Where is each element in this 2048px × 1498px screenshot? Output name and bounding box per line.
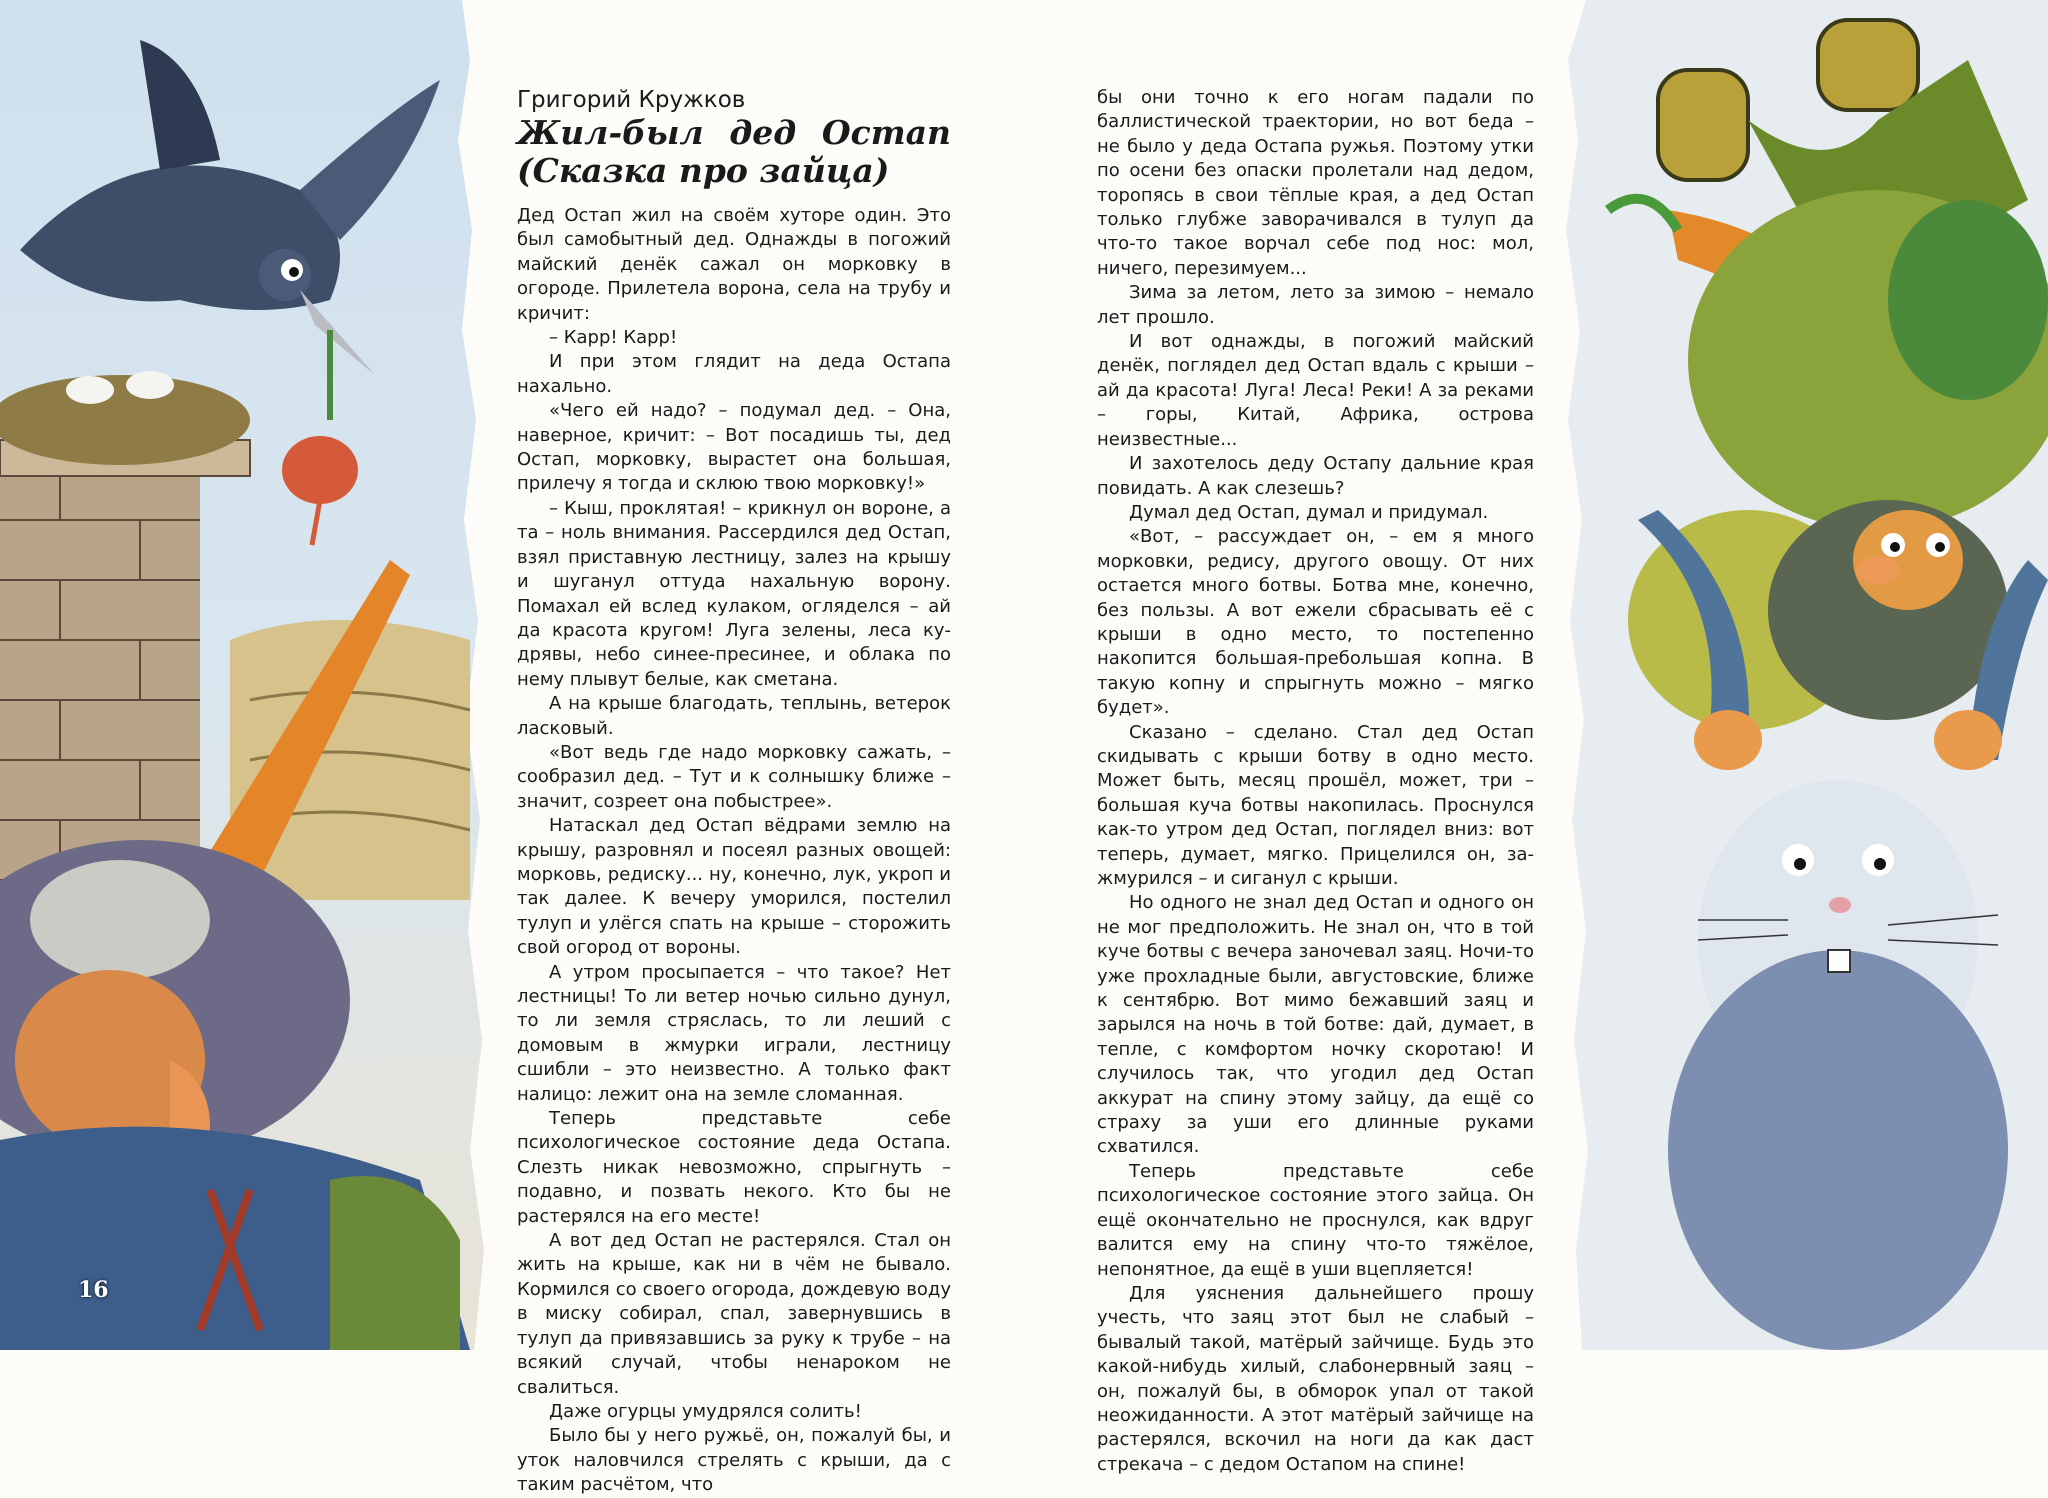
illustration-left	[0, 0, 500, 1350]
paragraph: Но одного не знал дед Остап и одного он не мог предположить. Не знал он, что в той куче ботвы с вечера заночевал заяц. Ночи-то уже прохладные были, августовские, ближе к сентябрю. Вот мимо бежавший заяц и зарылся на ночь в той ботве: дай, думает, в тепле, с комфортом ночку скоротаю! И случилось так, что угодил дед Остап аккурат на спину этому зайцу, да ещё со страху за уши его длинные руками схватился.	[1097, 892, 1534, 1158]
paragraph: – Кыш, проклятая! – крикнул он вороне, а та – ноль внимания. Рассердился дед Остап, взял приставную лестницу, залез на крышу и шуганул оттуда нахальную ворону. Помахал ей вслед кулаком, огляделся – ай да красота кругом! Луга зелены, леса кудрявы, небо синее-пресинее, и облака по нему плывут белые, как сметана.	[517, 497, 951, 690]
paragraph: А вот дед Остап не растерялся. Стал он жить на крыше, как ни в чём не бывало. Кормился со своего огорода, дождевую воду в миску собирал, спал, завернувшись в тулуп да привязавшись за руку к трубе – на всякий случай, чтобы ненароком не свалиться.	[517, 1230, 951, 1398]
paragraph: Натаскал дед Остап вёдрами землю на крышу, разровнял и посеял разных овощей: морковь, редиску... ну, конечно, лук, укроп и так далее. К вечеру уморился, постелил тулуп и улёгся спать на крыше – сторожить свой огород от вороны.	[517, 815, 951, 959]
text-column-right	[1097, 86, 1534, 1477]
paragraph: «Чего ей надо? – подумал дед. – Она, наверное, кричит: – Вот посадишь ты, дед Остап, морковку, вырастет она большая, прилечу я тогда и склюю твою морковку!»	[517, 400, 951, 495]
paragraph: – Карр! Карр!	[549, 327, 678, 349]
paragraph: Даже огурцы умудрялся солить!	[549, 1400, 862, 1422]
paragraph: Сказано – сделано. Стал дед Остап скидывать с крыши ботву в одно место. Может быть, месяц прошёл, может, три – большая куча ботвы накопилась. Проснулся как-то утром дед Остап, поглядел вниз: вот теперь, думает, мягко. Прицелился он, зажмурился – и сиганул с крыши.	[1097, 721, 1534, 889]
paragraph: И при этом глядит на деда Остапа нахально.	[517, 351, 951, 397]
paragraph: А утром просыпается – что такое? Нет лестницы! То ли ветер ночью сильно дунул, то ли земля стряслась, то ли леший с домовым в жмурки играли, лестницу сшибли – это неизвестно. А только факт налицо: лежит она на земле сломанная.	[517, 961, 951, 1105]
paragraph: И захотелось деду Остапу дальние края повидать. А как слезешь?	[1097, 453, 1534, 499]
paragraph: Было бы у него ружьё, он, пожалуй бы, и уток наловчился стрелять с крыши, да с таким расчётом, что	[517, 1425, 951, 1496]
illustration-right	[1548, 0, 2048, 1350]
paragraph: И вот однажды, в погожий майский денёк, поглядел дед Остап вдаль с крыши – ай да красота! Луга! Леса! Реки! А за реками – горы, Китай, Африка, острова неизвестные...	[1097, 331, 1534, 450]
author-name: Григорий Кружков	[517, 87, 746, 113]
paragraph: А на крыше благодать, теплынь, ветерок ласковый.	[517, 693, 951, 739]
story-title: Жил-был дед Остап (Сказка про зайца)	[517, 113, 951, 190]
paragraph: бы они точно к его ногам падали по баллистической траектории, но вот беда – не было у деда Остапа ружья. Поэтому утки по осени без опаски пролетали над дедом, торопясь в свои тёплые края, а дед Остап только глубже заворачивался в тулуп да что-то такое ворчал себе под нос: мол, ничего, перезимуем...	[1097, 87, 1534, 279]
paragraph: Дед Остап жил на своём хуторе один. Это был самобытный дед. Однажды в погожий майский денёк сажал он морковку в огороде. Прилетела ворона, села на трубу и кричит:	[517, 205, 951, 324]
paragraph: «Вот ведь где надо морковку сажать, – сообразил дед. – Тут и к солнышку ближе – значит, созреет она побыстрее».	[517, 741, 951, 812]
paragraph: «Вот, – рассуждает он, – ем я много морковки, редису, другого овощу. От них остается много ботвы. Ботва мне, конечно, без пользы. А вот ежели сбрасывать её с крыши в одно место, то постепенно накопится большая-пребольшая копна. В такую копну и спрыгнуть можно – мягко будет».	[1097, 526, 1534, 719]
paragraph: Теперь представьте себе психологическое состояние деда Остапа. Слезть никак невозможно, спрыгнуть – подавно, и позвать некого. Кто бы не растерялся на его месте!	[517, 1108, 951, 1227]
paragraph: Для уяснения дальнейшего прошу учесть, что заяц этот был не слабый – бывалый такой, матёрый зайчище. Будь это какой-нибудь хилый, слабонервный заяц – он, пожалуй бы, в обморок упал от такой неожиданности. А этот матёрый зайчище на растерялся, вскочил на ноги да как даст стрекача – с дедом Остапом на спине!	[1097, 1282, 1534, 1475]
paragraph: Думал дед Остап, думал и придумал.	[1129, 501, 1489, 523]
paragraph: Зима за летом, лето за зимою – немало лет прошло.	[1097, 282, 1534, 328]
page-number: 16	[78, 1277, 109, 1303]
paragraph: Теперь представьте себе психологическое состояние этого зайца. Он ещё окончательно не проснулся, как вдруг валится ему на спину что-то тяжёлое, непонятное, да ещё в уши вцепляется!	[1097, 1160, 1534, 1280]
text-column-left	[517, 86, 951, 1498]
